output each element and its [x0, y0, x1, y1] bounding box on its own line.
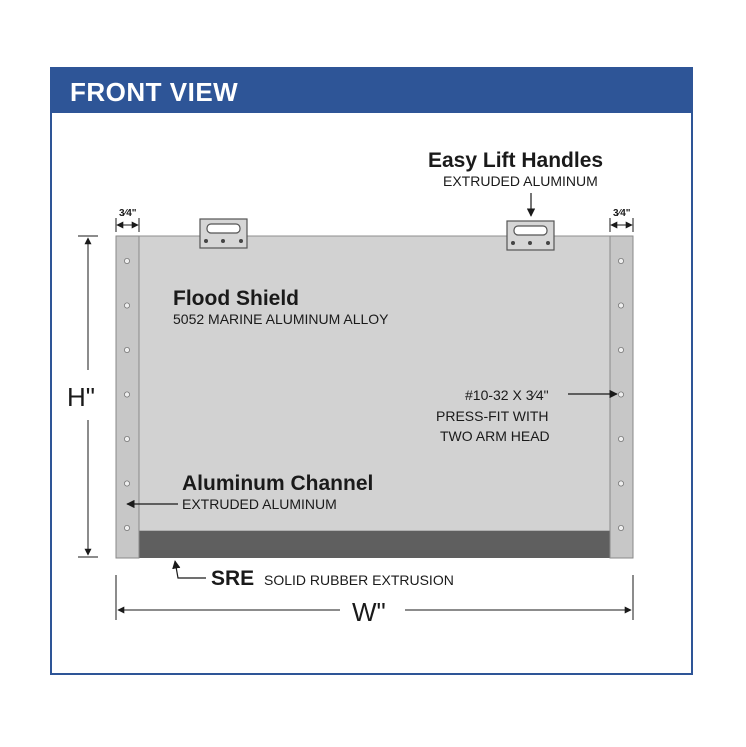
- fastener-dot: [618, 481, 623, 486]
- fastener-dot: [618, 303, 623, 308]
- channel-title: Aluminum Channel: [182, 472, 374, 495]
- fastener-dot: [618, 258, 623, 263]
- fastener-dot: [124, 525, 129, 530]
- fastener-dot: [618, 347, 623, 352]
- channel-right-dim: 3⁄4": [613, 208, 631, 219]
- fastener-dot: [124, 303, 129, 308]
- fastener-dot: [124, 481, 129, 486]
- handle-left: [200, 219, 247, 248]
- fastener-line-3: TWO ARM HEAD: [440, 428, 550, 444]
- fastener-line-2: PRESS-FIT WITH: [436, 408, 549, 424]
- fastener-line-1: #10-32 X 3⁄4": [465, 387, 549, 403]
- handles-subtitle: EXTRUDED ALUMINUM: [443, 173, 598, 189]
- sre-title: SRE: [211, 567, 255, 590]
- fastener-dot: [124, 436, 129, 441]
- rubber-extrusion-strip: [138, 531, 611, 558]
- fastener-dot: [124, 258, 129, 263]
- height-label: H": [67, 382, 96, 412]
- shield-subtitle: 5052 MARINE ALUMINUM ALLOY: [173, 311, 389, 327]
- header-title: FRONT VIEW: [70, 77, 239, 107]
- channel-subtitle: EXTRUDED ALUMINUM: [182, 496, 337, 512]
- sre-arrow: [175, 561, 206, 578]
- fastener-dot: [124, 392, 129, 397]
- handle-right: [507, 221, 554, 250]
- shield-title: Flood Shield: [173, 287, 299, 310]
- fastener-dot: [618, 436, 623, 441]
- fastener-dot: [618, 392, 623, 397]
- channel-left-dim: 3⁄4": [119, 208, 137, 219]
- sre-subtitle: SOLID RUBBER EXTRUSION: [264, 572, 454, 588]
- width-label: W": [352, 597, 386, 627]
- fastener-dot: [124, 347, 129, 352]
- fastener-dot: [618, 525, 623, 530]
- handles-title: Easy Lift Handles: [428, 149, 604, 172]
